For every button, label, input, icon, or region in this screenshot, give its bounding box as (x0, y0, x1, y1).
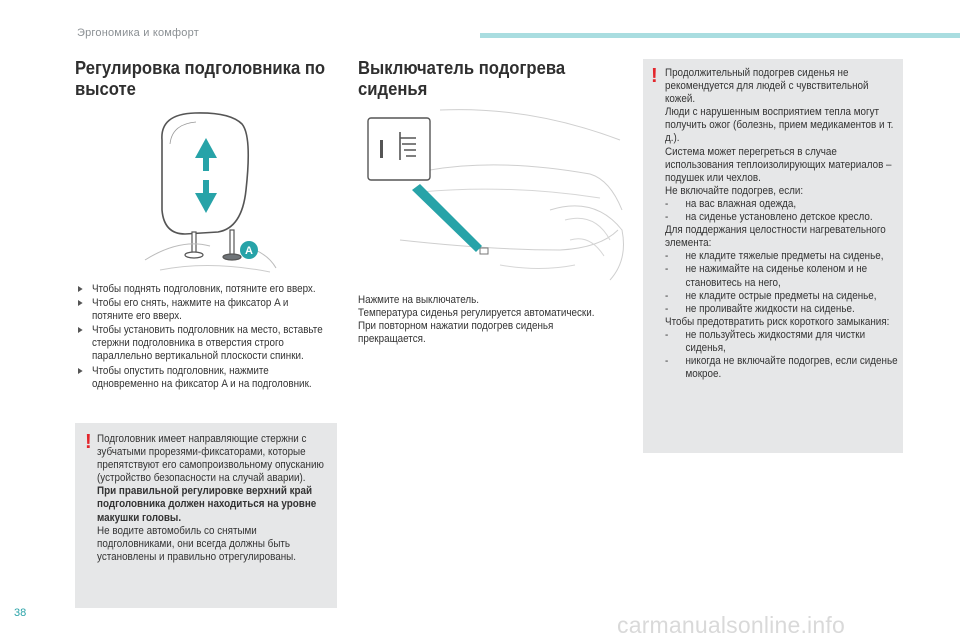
bullet-triangle-icon (78, 327, 83, 333)
bullet-triangle-icon (78, 300, 83, 306)
list-item: - не нажимайте на сиденье коленом и не становитесь на него, (665, 263, 900, 289)
seat-heating-section-title: Выключатель подогрева сиденья (358, 57, 566, 99)
list-item: - на вас влажная одежда, (665, 198, 900, 211)
list-item: - не проливайте жидкости на сиденье. (665, 303, 900, 316)
seat-heating-warning-panel (643, 59, 903, 453)
figure-label-a: A (245, 245, 253, 257)
list-item: - на сиденье установлено детское кресло. (665, 211, 900, 224)
running-head: Эргономика и комфорт (77, 27, 199, 39)
headrest-warning-panel (75, 423, 337, 608)
warning-text: Подголовник имеет направляющие стержни с зубчатыми прорезями-фиксаторами, которые препятствуют его самопроизвольному опусканию (устройство безопасности на случай аварии). При правильной регулировке верхний край подголовника должен находиться на уровне макушки головы. Не водите автомобиль со снятыми подголовниками, они всегда должны быть установлены и правильно отрегулированы. (97, 433, 324, 563)
list-item: - никогда не включайте подогрев, если сиденье мокрое. (665, 355, 900, 381)
list-item: - не пользуйтесь жидкостями для чистки сиденья, (665, 329, 900, 355)
list-item: Чтобы его снять, нажмите на фиксатор A и потяните его вверх. (78, 297, 331, 323)
headrest-steps-list (78, 283, 331, 392)
list-item: Чтобы установить подголовник на место, вставьте стержни подголовника в отверстия строго параллельно вертикальной плоскости спинки. (78, 324, 331, 363)
watermark: carmanualsonline.info (617, 612, 845, 638)
header-accent-bar (480, 33, 960, 38)
seat-heating-illustration (360, 100, 630, 290)
warning-icon: ! (85, 431, 92, 453)
seat-heating-instructions: Нажмите на выключатель. Температура сиденья регулируется автоматически. При повторном нажатии подогрев сиденья прекращается. (358, 294, 595, 346)
headrest-section-title: Регулировка подголовника по высоте (75, 57, 326, 99)
bullet-triangle-icon (78, 286, 83, 292)
warning-text: Продолжительный подогрев сиденья не рекомендуется для людей с чувствительной кожей. Люди с нарушенным восприятием тепла могут получить ожог (болезнь, прием медикаментов и т. д.). Система может перегреться в случае использования теплоизолирующих материалов – подушек или чехлов. Не включайте подогрев, если: - на вас влажная одежда, - на сиденье установлено детское кресло. Для поддержания целостности нагревательного элемента: - не кладите тяжелые предметы на сиденье, - не нажимайте на сиденье коленом и не становитесь на него, - не кладите острые предметы на сиденье, - не проливайте жидкости на сиденье. Чтобы предотвратить риск короткого замыкания: - не пользуйтесь жидкостями для чистки сиденья, - никогда не включайте подогрев, если сиденье мокрое. (665, 67, 900, 381)
list-item: - не кладите тяжелые предметы на сиденье, (665, 250, 900, 263)
list-item: Чтобы поднять подголовник, потяните его вверх. (78, 283, 331, 296)
warning-icon: ! (651, 65, 658, 87)
list-item: Чтобы опустить подголовник, нажмите одновременно на фиксатор A и на подголовник. (78, 365, 331, 391)
list-item: - не кладите острые предметы на сиденье, (665, 290, 900, 303)
headrest-illustration (140, 110, 280, 275)
bullet-triangle-icon (78, 368, 83, 374)
page-number: 38 (14, 607, 27, 619)
